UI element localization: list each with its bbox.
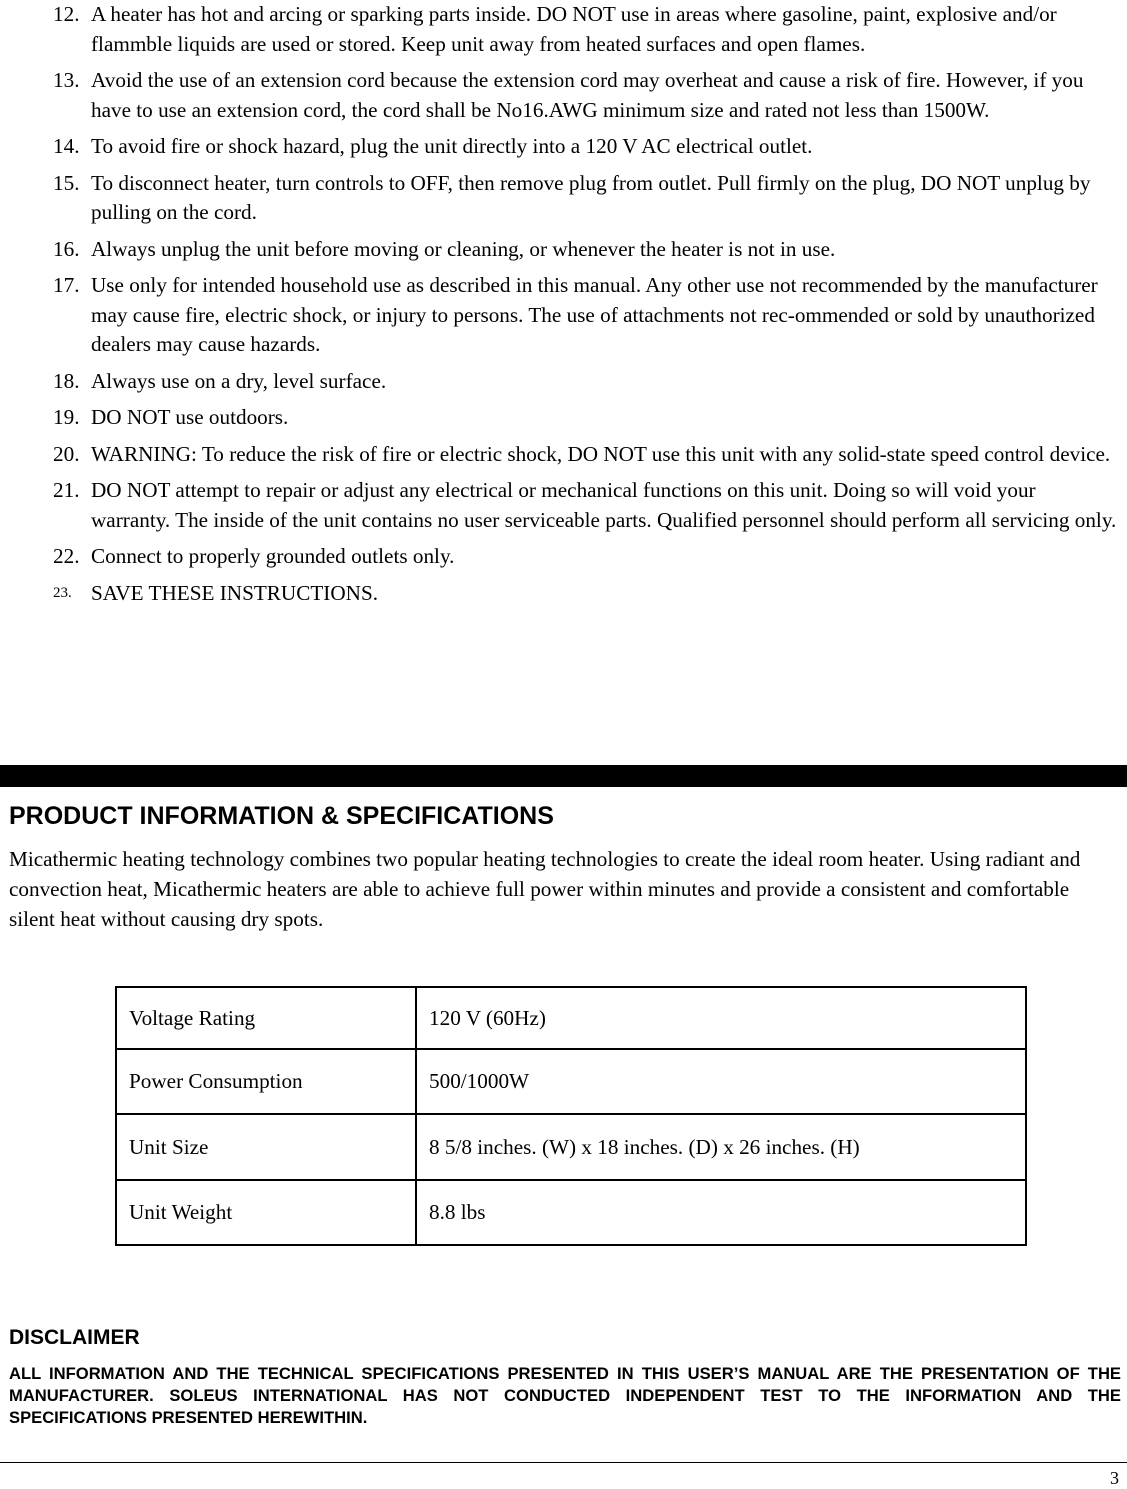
list-item-text: Use only for intended household use as described in this manual. Any other use not recommended by the manufacturer may cause fire, electric shock, or injury to persons. The use of attachments not rec-ommended or sold by unauthorized dealers may cause hazards.: [91, 273, 1098, 356]
list-item: [53, 579, 1117, 609]
list-item-number: 21.: [53, 478, 80, 502]
safety-instructions-list: [53, 0, 1117, 615]
list-item: [53, 476, 1117, 535]
list-item-number: 16.: [53, 236, 80, 261]
list-item: [53, 367, 1117, 397]
intro-paragraph: Micathermic heating technology combines two popular heating technologies to create the ideal room heater. Using radiant and convection heat, Micathermic heaters are able to achieve full power within minutes and provide a consistent and comfortable silent heat without causing dry spots.: [9, 847, 1081, 931]
list-item-text: SAVE THESE INSTRUCTIONS.: [91, 580, 379, 605]
list-item-number: 23.: [53, 584, 72, 601]
spec-label: Power Consumption: [116, 1049, 416, 1114]
list-item-number: 14.: [53, 134, 80, 158]
list-item-text: DO NOT attempt to repair or adjust any electrical or mechanical functions on this unit. Doing so will void your warranty. The inside of the unit contains no user serviceable parts. Qualified personnel should perform all servicing only.: [91, 478, 1117, 532]
list-item: [53, 0, 1117, 59]
list-item-number: 17.: [53, 273, 80, 297]
specifications-table: [115, 986, 1027, 1246]
footer-divider: [0, 1462, 1127, 1463]
list-item: [53, 66, 1117, 125]
spec-value: 120 V (60Hz): [416, 987, 1026, 1049]
table-row: [116, 1180, 1026, 1245]
list-item: [53, 542, 1117, 572]
list-item-number: 19.: [53, 405, 80, 429]
section-title: PRODUCT INFORMATION & SPECIFICATIONS: [9, 802, 554, 830]
spec-label: Unit Weight: [116, 1180, 416, 1245]
list-item-number: 15.: [53, 170, 80, 195]
list-item: [53, 169, 1117, 228]
list-item-text: Always use on a dry, level surface.: [91, 368, 387, 393]
list-item-number: 13.: [53, 68, 80, 92]
list-item-text: DO NOT use outdoors.: [91, 405, 289, 429]
table-row: [116, 1114, 1026, 1180]
list-item-text: To disconnect heater, turn controls to OFF, then remove plug from outlet. Pull firmly on the plug, DO NOT unplug by pulling on the cord.: [91, 170, 1091, 224]
spec-value: 8.8 lbs: [416, 1180, 1026, 1245]
list-item: [53, 271, 1117, 360]
list-item-number: 22.: [53, 544, 80, 568]
list-item-text: To avoid fire or shock hazard, plug the unit directly into a 120 V AC electrical outlet.: [91, 134, 813, 158]
spec-value: 8 5/8 inches. (W) x 18 inches. (D) x 26 inches. (H): [416, 1114, 1026, 1180]
list-item-text: A heater has hot and arcing or sparking parts inside. DO NOT use in areas where gasoline, paint, explosive and/or flammble liquids are used or stored. Keep unit away from heated surfaces and open flames.: [91, 2, 1057, 56]
spec-value: 500/1000W: [416, 1049, 1026, 1114]
list-item-text: WARNING: To reduce the risk of fire or electric shock, DO NOT use this unit with any solid-state speed control device.: [91, 441, 1111, 466]
table-row: [116, 1049, 1026, 1114]
disclaimer-text: ALL INFORMATION AND THE TECHNICAL SPECIFICATIONS PRESENTED IN THIS USER’S MANUAL ARE THE PRESENTATION OF THE MANUFACTURER. SOLEUS INTERNATIONAL HAS NOT CONDUCTED INDEPENDENT TEST TO THE INFORMATION AND THE SPECIFICATIONS PRESENTED HEREWITHIN.: [9, 1364, 1121, 1427]
spec-label: Unit Size: [116, 1114, 416, 1180]
list-item: [53, 440, 1117, 470]
list-item-number: 12.: [53, 2, 80, 26]
list-item-number: 20.: [53, 441, 80, 466]
list-item: [53, 235, 1117, 265]
page-number: 3: [1110, 1468, 1119, 1488]
list-item-text: Always unplug the unit before moving or cleaning, or whenever the heater is not in use.: [91, 236, 836, 261]
list-item-text: Avoid the use of an extension cord because the extension cord may overheat and cause a risk of fire. However, if you have to use an extension cord, the cord shall be No16.AWG minimum size and rated not less than 1500W.: [91, 68, 1084, 122]
table-row: [116, 987, 1026, 1049]
spec-label: Voltage Rating: [116, 987, 416, 1049]
section-divider-bar: [0, 765, 1127, 787]
list-item: [53, 403, 1117, 433]
list-item: [53, 132, 1117, 162]
list-item-number: 18.: [53, 368, 80, 393]
list-item-text: Connect to properly grounded outlets only.: [91, 544, 455, 568]
disclaimer-title: DISCLAIMER: [9, 1326, 140, 1349]
